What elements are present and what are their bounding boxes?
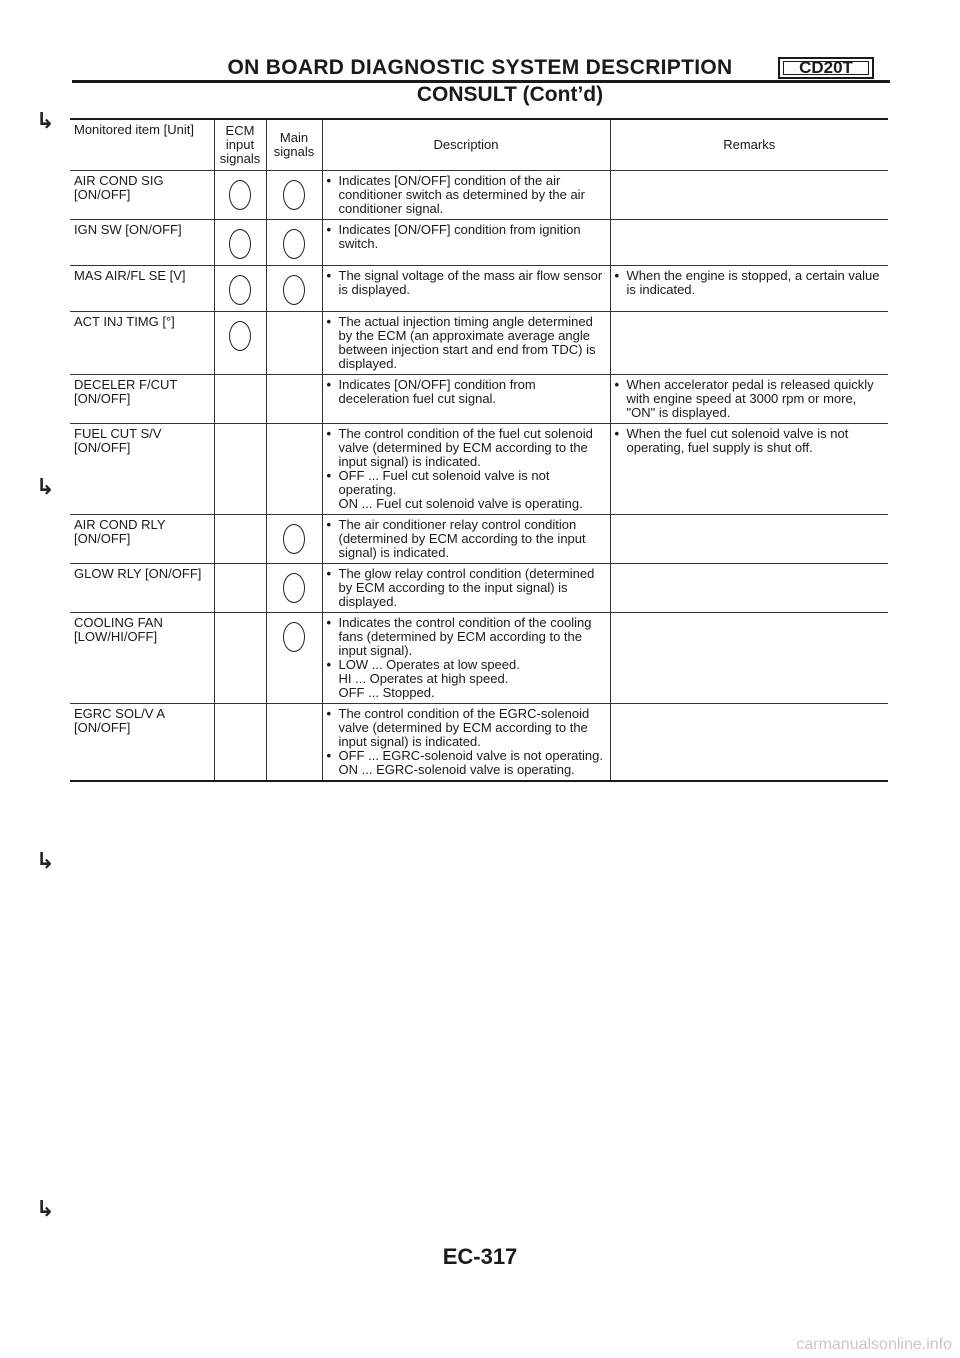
description-item: • OFF ... Fuel cut solenoid valve is not operating. xyxy=(327,469,606,497)
subitem-text: Fuel cut solenoid valve is operating. xyxy=(376,496,583,511)
monitored-item-cell: MAS AIR/FL SE [V] xyxy=(70,266,214,312)
col-description: Description xyxy=(322,119,610,171)
remarks-cell xyxy=(610,613,888,704)
main-signal-cell xyxy=(266,613,322,704)
table-header-row xyxy=(70,119,888,171)
main-signal-cell xyxy=(266,171,322,220)
remarks-cell xyxy=(610,220,888,266)
engine-code-badge xyxy=(778,57,874,79)
circle-mark-icon xyxy=(283,229,305,259)
description-item: • Indicates [ON/OFF] condition from ignition switch. xyxy=(327,223,606,251)
main-signal-cell xyxy=(266,704,322,782)
remarks-cell xyxy=(610,424,888,515)
remarks-list xyxy=(615,378,885,420)
remarks-cell xyxy=(610,515,888,564)
monitored-item-cell: COOLING FAN [LOW/HI/OFF] xyxy=(70,613,214,704)
ecm-input-cell xyxy=(214,564,266,613)
description-cell xyxy=(322,171,610,220)
table-row xyxy=(70,424,888,515)
description-list xyxy=(327,518,606,560)
main-signal-cell xyxy=(266,564,322,613)
circle-mark-icon xyxy=(283,180,305,210)
description-subitem xyxy=(327,686,606,700)
description-list xyxy=(327,269,606,297)
description-cell xyxy=(322,515,610,564)
table-row xyxy=(70,312,888,375)
watermark: carmanualsonline.info xyxy=(796,1336,952,1353)
col-remarks: Remarks xyxy=(610,119,888,171)
remarks-cell xyxy=(610,312,888,375)
description-item: • The glow relay control condition (determined by ECM according to the input signal) is displayed. xyxy=(327,567,606,609)
subitem-text: EGRC-solenoid valve is operating. xyxy=(376,762,575,777)
table-row xyxy=(70,171,888,220)
remarks-item: • When the fuel cut solenoid valve is not operating, fuel supply is shut off. xyxy=(615,427,885,455)
col-monitored-item: Monitored item [Unit] xyxy=(70,119,214,171)
monitored-item-cell: DECELER F/CUT [ON/OFF] xyxy=(70,375,214,424)
ecm-input-cell xyxy=(214,375,266,424)
main-signal-cell xyxy=(266,220,322,266)
description-item: • The air conditioner relay control condition (determined by ECM according to the input signal) is indicated. xyxy=(327,518,606,560)
ecm-input-cell xyxy=(214,266,266,312)
description-list xyxy=(327,378,606,406)
description-subitem xyxy=(327,763,606,777)
monitored-item-cell: AIR COND RLY [ON/OFF] xyxy=(70,515,214,564)
remarks-cell xyxy=(610,564,888,613)
description-item: • The control condition of the fuel cut solenoid valve (determined by ECM according to the input signal) is indicated. xyxy=(327,427,606,469)
remarks-item: • When the engine is stopped, a certain value is indicated. xyxy=(615,269,885,297)
description-cell xyxy=(322,312,610,375)
monitored-item-cell: EGRC SOL/V A [ON/OFF] xyxy=(70,704,214,782)
ecm-input-cell xyxy=(214,515,266,564)
monitored-item-cell: IGN SW [ON/OFF] xyxy=(70,220,214,266)
circle-mark-icon xyxy=(283,275,305,305)
description-cell xyxy=(322,266,610,312)
subitem-key: ON ... xyxy=(338,496,373,511)
table-row xyxy=(70,515,888,564)
ecm-input-cell xyxy=(214,312,266,375)
table-row xyxy=(70,266,888,312)
monitored-item-cell: FUEL CUT S/V [ON/OFF] xyxy=(70,424,214,515)
monitored-item-cell: GLOW RLY [ON/OFF] xyxy=(70,564,214,613)
remarks-item: • When accelerator pedal is released quickly with engine speed at 3000 rpm or more, "ON" is displayed. xyxy=(615,378,885,420)
col-main-signals: Main signals xyxy=(266,119,322,171)
circle-mark-icon xyxy=(283,524,305,554)
page-subtitle: CONSULT (Cont’d) xyxy=(416,83,604,106)
subitem-text: Stopped. xyxy=(382,685,435,700)
main-signal-cell xyxy=(266,515,322,564)
table-row xyxy=(70,704,888,782)
remarks-cell xyxy=(610,375,888,424)
monitored-item-cell: AIR COND SIG [ON/OFF] xyxy=(70,171,214,220)
circle-mark-icon xyxy=(229,229,251,259)
description-item: • LOW ... Operates at low speed. xyxy=(327,658,606,672)
subitem-key: ON ... xyxy=(338,762,373,777)
table-row xyxy=(70,613,888,704)
main-signal-cell xyxy=(266,266,322,312)
description-list xyxy=(327,616,606,672)
remarks-list xyxy=(615,269,885,297)
description-item: • The control condition of the EGRC-solenoid valve (determined by ECM according to the input signal) is indicated. xyxy=(327,707,606,749)
description-cell xyxy=(322,613,610,704)
remarks-list xyxy=(615,427,885,455)
main-signal-cell xyxy=(266,312,322,375)
margin-mark: ↳ xyxy=(36,474,55,499)
ecm-input-cell xyxy=(214,704,266,782)
description-list xyxy=(327,223,606,251)
main-signal-cell xyxy=(266,424,322,515)
remarks-cell xyxy=(610,704,888,782)
description-item: • Indicates the control condition of the cooling fans (determined by ECM according to the input signal). xyxy=(327,616,606,658)
main-signal-cell xyxy=(266,375,322,424)
description-item: • Indicates [ON/OFF] condition of the air conditioner switch as determined by the air conditioner signal. xyxy=(327,174,606,216)
table-row xyxy=(70,220,888,266)
description-list xyxy=(327,567,606,609)
remarks-cell xyxy=(610,266,888,312)
circle-mark-icon xyxy=(229,275,251,305)
subitem-key: OFF ... xyxy=(338,685,379,700)
description-list xyxy=(327,707,606,763)
description-list xyxy=(327,315,606,371)
description-cell xyxy=(322,424,610,515)
col-ecm-input-signals: ECM input signals xyxy=(214,119,266,171)
ecm-input-cell xyxy=(214,220,266,266)
table-row xyxy=(70,375,888,424)
margin-mark: ↳ xyxy=(36,848,55,873)
description-item: • The actual injection timing angle determined by the ECM (an approximate average angle between injection start and end from TDC) is displayed. xyxy=(327,315,606,371)
description-list xyxy=(327,427,606,497)
description-cell xyxy=(322,220,610,266)
circle-mark-icon xyxy=(283,622,305,652)
description-item: • The signal voltage of the mass air flow sensor is displayed. xyxy=(327,269,606,297)
engine-code-text: CD20T xyxy=(799,58,853,77)
description-cell xyxy=(322,375,610,424)
description-subitem xyxy=(327,672,606,686)
description-subitem xyxy=(327,497,606,511)
ecm-input-cell xyxy=(214,424,266,515)
margin-mark: ↳ xyxy=(36,1196,55,1221)
ecm-input-cell xyxy=(214,171,266,220)
monitored-item-cell: ACT INJ TIMG [°] xyxy=(70,312,214,375)
description-list xyxy=(327,174,606,216)
description-item: • OFF ... EGRC-solenoid valve is not operating. xyxy=(327,749,606,763)
page-title: ON BOARD DIAGNOSTIC SYSTEM DESCRIPTION xyxy=(227,56,733,79)
description-cell xyxy=(322,704,610,782)
margin-mark: ↳ xyxy=(36,108,55,133)
ecm-input-cell xyxy=(214,613,266,704)
table-row xyxy=(70,564,888,613)
page-number: EC-317 xyxy=(442,1244,518,1269)
description-item: • Indicates [ON/OFF] condition from deceleration fuel cut signal. xyxy=(327,378,606,406)
consult-table xyxy=(70,118,888,782)
remarks-cell xyxy=(610,171,888,220)
subitem-key: HI ... xyxy=(338,671,366,686)
circle-mark-icon xyxy=(229,321,251,351)
circle-mark-icon xyxy=(283,573,305,603)
subitem-text: Operates at high speed. xyxy=(369,671,509,686)
description-cell xyxy=(322,564,610,613)
circle-mark-icon xyxy=(229,180,251,210)
